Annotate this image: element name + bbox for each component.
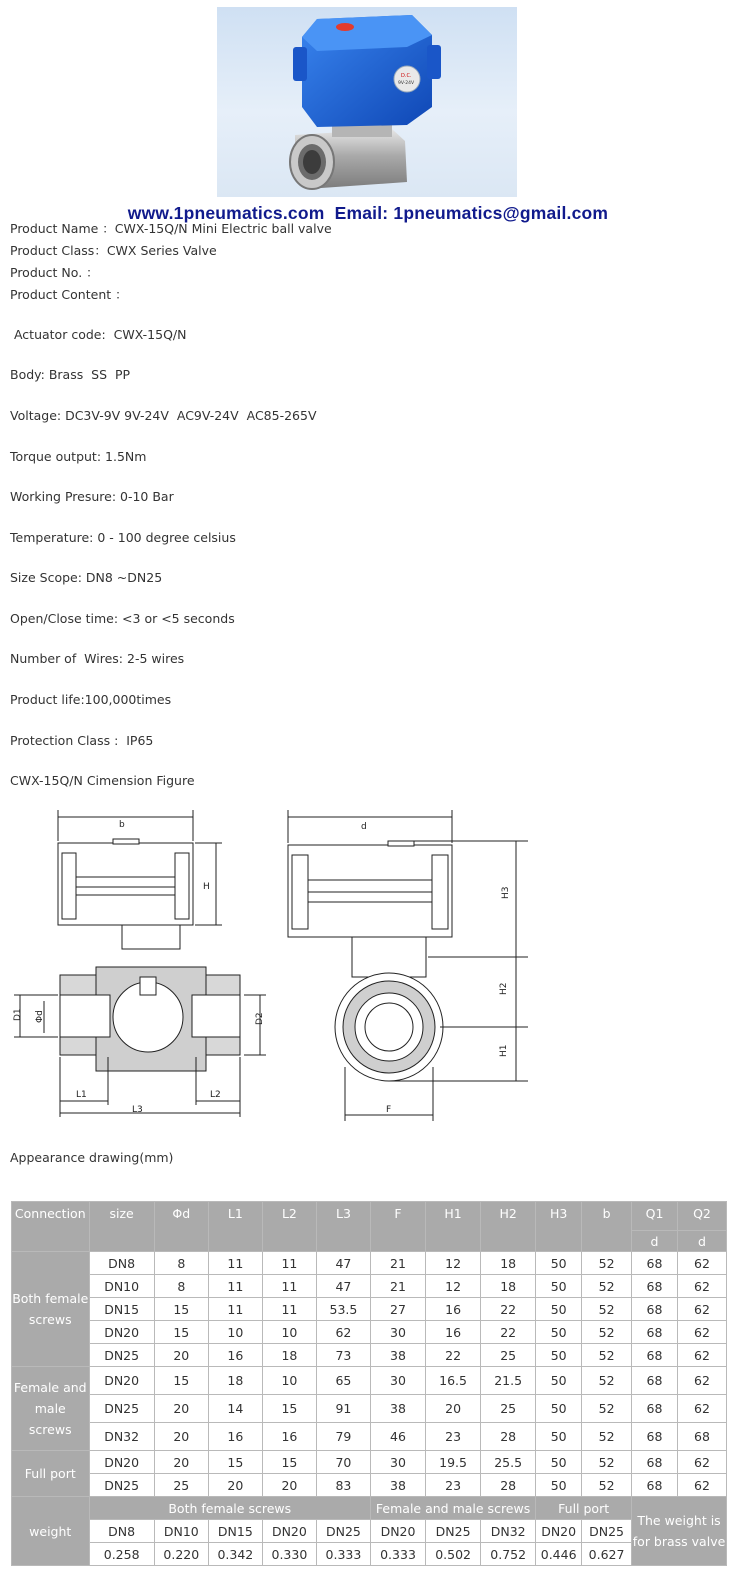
table-cell: 16 [262,1423,316,1451]
table-cell: 52 [582,1367,632,1395]
spec-temperature: Temperature: 0 - 100 degree celsius [10,530,236,545]
dimension-table [11,1201,727,1566]
table-row [12,1395,727,1423]
spec-actuator-code: Actuator code: CWX-15Q/N [10,327,187,342]
table-cell: 62 [677,1451,726,1474]
table-cell: 20 [154,1344,208,1367]
table-cell: 19.5 [426,1451,481,1474]
table-cell: 65 [316,1367,370,1395]
table-cell: 20 [154,1423,208,1451]
table-cell: 50 [536,1451,582,1474]
table-cell: 16 [426,1298,481,1321]
dimension-drawing [0,805,560,1145]
weight-size-cell: DN25 [316,1520,370,1543]
connection-group: Both female screws [12,1252,90,1367]
table-cell: DN20 [89,1367,154,1395]
weight-value-cell: 0.333 [370,1543,425,1566]
table-cell: 15 [262,1451,316,1474]
table-cell: 91 [316,1395,370,1423]
product-no: Product No. ： [10,265,99,280]
header-cell: Connection [12,1202,90,1252]
table-cell: 28 [481,1423,536,1451]
table-cell: 50 [536,1344,582,1367]
table-cell: 16 [208,1423,262,1451]
table-cell: 47 [316,1275,370,1298]
table-cell: 52 [582,1451,632,1474]
table-cell: 16 [208,1344,262,1367]
spec-pressure: Working Presure: 0-10 Bar [10,489,174,504]
label-F: F [386,1105,392,1115]
product-photo [217,7,517,197]
table-cell: 52 [582,1423,632,1451]
spec-torque: Torque output: 1.5Nm [10,449,147,464]
table-cell: 8 [154,1275,208,1298]
table-cell: 70 [316,1451,370,1474]
table-cell: 68 [632,1321,678,1344]
table-cell: 25.5 [481,1451,536,1474]
table-cell: 62 [677,1367,726,1395]
table-row [12,1321,727,1344]
weight-size-cell: DN25 [582,1520,632,1543]
table-row [12,1298,727,1321]
table-cell: 38 [370,1474,425,1497]
table-cell: 52 [582,1321,632,1344]
weight-value-cell: 0.333 [316,1543,370,1566]
table-row [12,1451,727,1474]
label-b: b [119,820,125,830]
weight-value-cell: 0.446 [536,1543,582,1566]
table-cell: 12 [426,1252,481,1275]
table-cell: 22 [481,1298,536,1321]
table-cell: DN25 [89,1344,154,1367]
label-D1: D1 [13,1008,23,1021]
table-cell: 21 [370,1252,425,1275]
table-cell: 53.5 [316,1298,370,1321]
weight-note: The weight is for brass valve [632,1497,727,1566]
table-cell: 73 [316,1344,370,1367]
header-cell: Q2 [677,1202,726,1231]
table-cell: 27 [370,1298,425,1321]
table-cell: 79 [316,1423,370,1451]
table-cell: 50 [536,1275,582,1298]
table-cell: 11 [262,1298,316,1321]
label-H1: H1 [499,1044,509,1057]
table-cell: 25 [154,1474,208,1497]
table-cell: 20 [154,1395,208,1423]
weight-value-cell: 0.502 [426,1543,481,1566]
table-cell: 30 [370,1367,425,1395]
table-cell: 68 [632,1367,678,1395]
weight-label: weight [12,1497,90,1566]
label-d: d [361,822,367,832]
table-cell: 50 [536,1321,582,1344]
table-cell: 28 [481,1474,536,1497]
table-cell: 8 [154,1252,208,1275]
email-link[interactable]: 1pneumatics@gmail.com [393,203,609,223]
appearance-caption: Appearance drawing(mm) [10,1150,174,1165]
table-cell: 18 [262,1344,316,1367]
table-cell: 62 [677,1298,726,1321]
table-cell: 52 [582,1252,632,1275]
table-cell: 62 [677,1252,726,1275]
header-subcell: d [677,1231,726,1252]
table-cell: 68 [632,1395,678,1423]
weight-group-both: Both female screws [89,1497,370,1520]
weight-size-cell: DN8 [89,1520,154,1543]
header-cell: H3 [536,1202,582,1252]
table-cell: 62 [316,1321,370,1344]
table-cell: DN10 [89,1275,154,1298]
header-subcell: d [632,1231,678,1252]
table-cell: 62 [677,1344,726,1367]
label-L1: L1 [76,1090,87,1100]
table-cell: 10 [208,1321,262,1344]
table-cell: 52 [582,1298,632,1321]
table-cell: 16 [426,1321,481,1344]
table-cell: 68 [632,1451,678,1474]
table-cell: 11 [262,1275,316,1298]
weight-size-cell: DN25 [426,1520,481,1543]
table-cell: 62 [677,1321,726,1344]
weight-size-cell: DN10 [154,1520,208,1543]
table-cell: 62 [677,1275,726,1298]
table-cell: 21 [370,1275,425,1298]
table-cell: 11 [262,1252,316,1275]
table-cell: 83 [316,1474,370,1497]
table-cell: 52 [582,1275,632,1298]
table-cell: 18 [208,1367,262,1395]
table-cell: 22 [481,1321,536,1344]
table-cell: 20 [208,1474,262,1497]
dimension-figure-title: CWX-15Q/N Cimension Figure [10,773,195,788]
table-cell: 15 [262,1395,316,1423]
table-cell: 50 [536,1423,582,1451]
spec-size-scope: Size Scope: DN8 ~DN25 [10,570,163,585]
label-D2: D2 [255,1012,265,1025]
table-row [12,1474,727,1497]
table-row [12,1275,727,1298]
header-cell: b [582,1202,632,1252]
weight-value-cell: 0.752 [481,1543,536,1566]
table-cell: 18 [481,1252,536,1275]
table-cell: 18 [481,1275,536,1298]
label-H: H [203,882,210,892]
table-cell: 38 [370,1344,425,1367]
table-cell: 10 [262,1321,316,1344]
table-cell: 68 [632,1474,678,1497]
header-cell: H2 [481,1202,536,1252]
table-cell: 23 [426,1423,481,1451]
table-cell: 21.5 [481,1367,536,1395]
weight-size-cell: DN32 [481,1520,536,1543]
table-row [12,1367,727,1395]
table-cell: 20 [154,1451,208,1474]
table-cell: 50 [536,1298,582,1321]
actuator-label-line1: D.C. [401,73,412,79]
product-name: Product Name ：CWX-15Q/N Mini Electric ball valve [10,221,332,236]
table-cell: 62 [677,1395,726,1423]
product-content: Product Content ： [10,287,128,302]
table-cell: 15 [208,1451,262,1474]
table-cell: 46 [370,1423,425,1451]
spec-life: Product life:100,000times [10,692,172,707]
header-cell: L1 [208,1202,262,1252]
table-cell: 68 [632,1423,678,1451]
table-cell: 22 [426,1344,481,1367]
weight-size-cell: DN20 [262,1520,316,1543]
spec-voltage: Voltage: DC3V-9V 9V-24V AC9V-24V AC85-265V [10,408,317,423]
table-cell: 15 [154,1321,208,1344]
header-cell: Φd [154,1202,208,1252]
table-cell: 23 [426,1474,481,1497]
label-H3: H3 [501,886,511,899]
table-cell: DN32 [89,1423,154,1451]
table-cell: 38 [370,1395,425,1423]
table-cell: 30 [370,1451,425,1474]
table-row [12,1423,727,1451]
table-cell: DN15 [89,1298,154,1321]
header-cell: size [89,1202,154,1252]
label-H2: H2 [499,982,509,995]
header-cell: Q1 [632,1202,678,1231]
table-cell: 50 [536,1474,582,1497]
table-cell: 25 [481,1344,536,1367]
table-cell: 68 [677,1423,726,1451]
weight-size-cell: DN15 [208,1520,262,1543]
header-cell: L3 [316,1202,370,1252]
table-cell: 52 [582,1474,632,1497]
connection-group: Full port [12,1451,90,1497]
table-cell: 30 [370,1321,425,1344]
table-cell: 50 [536,1252,582,1275]
email-label: Email: [334,203,389,223]
weight-group-female-male: Female and male screws [370,1497,535,1520]
product-class: Product Class：CWX Series Valve [10,243,217,258]
weight-value-cell: 0.330 [262,1543,316,1566]
weight-value-cell: 0.342 [208,1543,262,1566]
table-cell: 25 [481,1395,536,1423]
table-cell: 62 [677,1474,726,1497]
actuator-label-line2: 9V-24V [398,81,415,86]
table-cell: 52 [582,1344,632,1367]
table-cell: 15 [154,1367,208,1395]
table-cell: 11 [208,1275,262,1298]
spec-wires: Number of Wires: 2-5 wires [10,651,185,666]
table-cell: 20 [426,1395,481,1423]
table-row [12,1344,727,1367]
table-cell: 50 [536,1395,582,1423]
table-cell: 47 [316,1252,370,1275]
table-cell: 16.5 [426,1367,481,1395]
table-cell: DN20 [89,1451,154,1474]
electric-ball-valve-image [217,7,517,197]
table-cell: 52 [582,1395,632,1423]
table-cell: DN20 [89,1321,154,1344]
spec-protection: Protection Class : IP65 [10,733,154,748]
label-L3: L3 [132,1105,143,1115]
table-cell: 11 [208,1252,262,1275]
header-cell: L2 [262,1202,316,1252]
weight-group-full-port: Full port [536,1497,632,1520]
header-cell: H1 [426,1202,481,1252]
table-cell: 11 [208,1298,262,1321]
table-cell: 68 [632,1275,678,1298]
connection-group: Female and male screws [12,1367,90,1451]
table-cell: 14 [208,1395,262,1423]
weight-value-cell: 0.258 [89,1543,154,1566]
table-cell: 20 [262,1474,316,1497]
table-cell: DN25 [89,1395,154,1423]
table-row [12,1252,727,1275]
table-cell: 12 [426,1275,481,1298]
header-cell: F [370,1202,425,1252]
website-link[interactable]: www.1pneumatics.com [127,203,325,223]
weight-value-cell: 0.220 [154,1543,208,1566]
table-cell: DN25 [89,1474,154,1497]
spec-open-close-time: Open/Close time: <3 or <5 seconds [10,611,235,626]
label-phid: Φd [35,1010,45,1023]
weight-size-cell: DN20 [536,1520,582,1543]
table-cell: 68 [632,1298,678,1321]
table-cell: 15 [154,1298,208,1321]
table-cell: 68 [632,1344,678,1367]
spec-body: Body: Brass SS PP [10,367,131,382]
weight-value-cell: 0.627 [582,1543,632,1566]
table-cell: 50 [536,1367,582,1395]
table-cell: DN8 [89,1252,154,1275]
table-cell: 68 [632,1252,678,1275]
table-cell: 10 [262,1367,316,1395]
weight-size-cell: DN20 [370,1520,425,1543]
label-L2: L2 [210,1090,221,1100]
